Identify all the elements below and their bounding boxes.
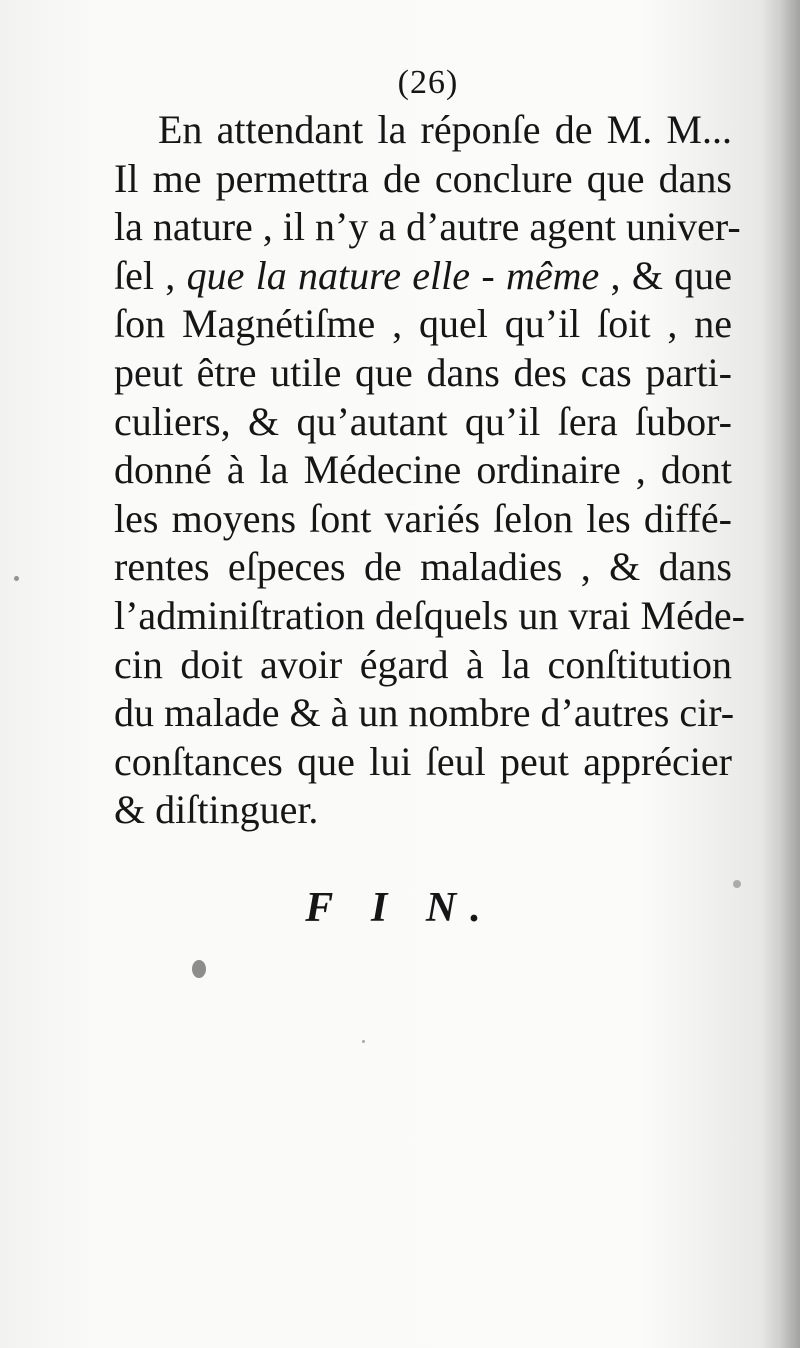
page-gutter-shadow	[760, 0, 800, 1348]
ink-speck	[733, 880, 741, 888]
text-line: l’adminiſtration deſquels un vrai Méde-	[114, 592, 745, 638]
text-line: les moyens ſont variés ſelon les diffé-	[114, 495, 732, 541]
text-line-with-italic	[114, 252, 732, 301]
text-line: culiers, & qu’autant qu’il ſera ſubor-	[114, 398, 732, 444]
text-line: du malade & à un nombre d’autres cir-	[114, 690, 735, 736]
page-number: (26)	[397, 64, 459, 101]
text-segment: ſel ,	[114, 252, 187, 298]
ink-speck	[14, 576, 19, 581]
text-line: ſon Magnétiſme , quel qu’il ſoit , ne	[114, 301, 732, 347]
italic-phrase: que la nature elle - même	[186, 252, 600, 298]
text-segment: , & que	[599, 252, 732, 298]
ink-speck	[362, 1040, 365, 1043]
text-line: & diſtinguer.	[114, 787, 319, 833]
text-line: peut être utile que dans des cas parti-	[114, 349, 732, 395]
ink-speck	[192, 960, 206, 978]
text-line: conſtances que lui ſeul peut apprécier	[114, 738, 732, 784]
body-text	[114, 106, 745, 835]
text-line: rentes eſpeces de maladies , & dans	[114, 544, 732, 590]
text-line: Il me permettra de conclure que dans	[114, 155, 732, 201]
text-line: donné à la Médecine ordinaire , dont	[114, 447, 732, 493]
text-line: la nature , il n’y a d’autre agent univer-	[114, 204, 741, 250]
fin-label: F I N.	[305, 885, 495, 931]
text-line: En attendant la réponſe de M. M...	[158, 107, 732, 152]
text-line: cin doit avoir égard à la conſtitution	[114, 641, 732, 687]
